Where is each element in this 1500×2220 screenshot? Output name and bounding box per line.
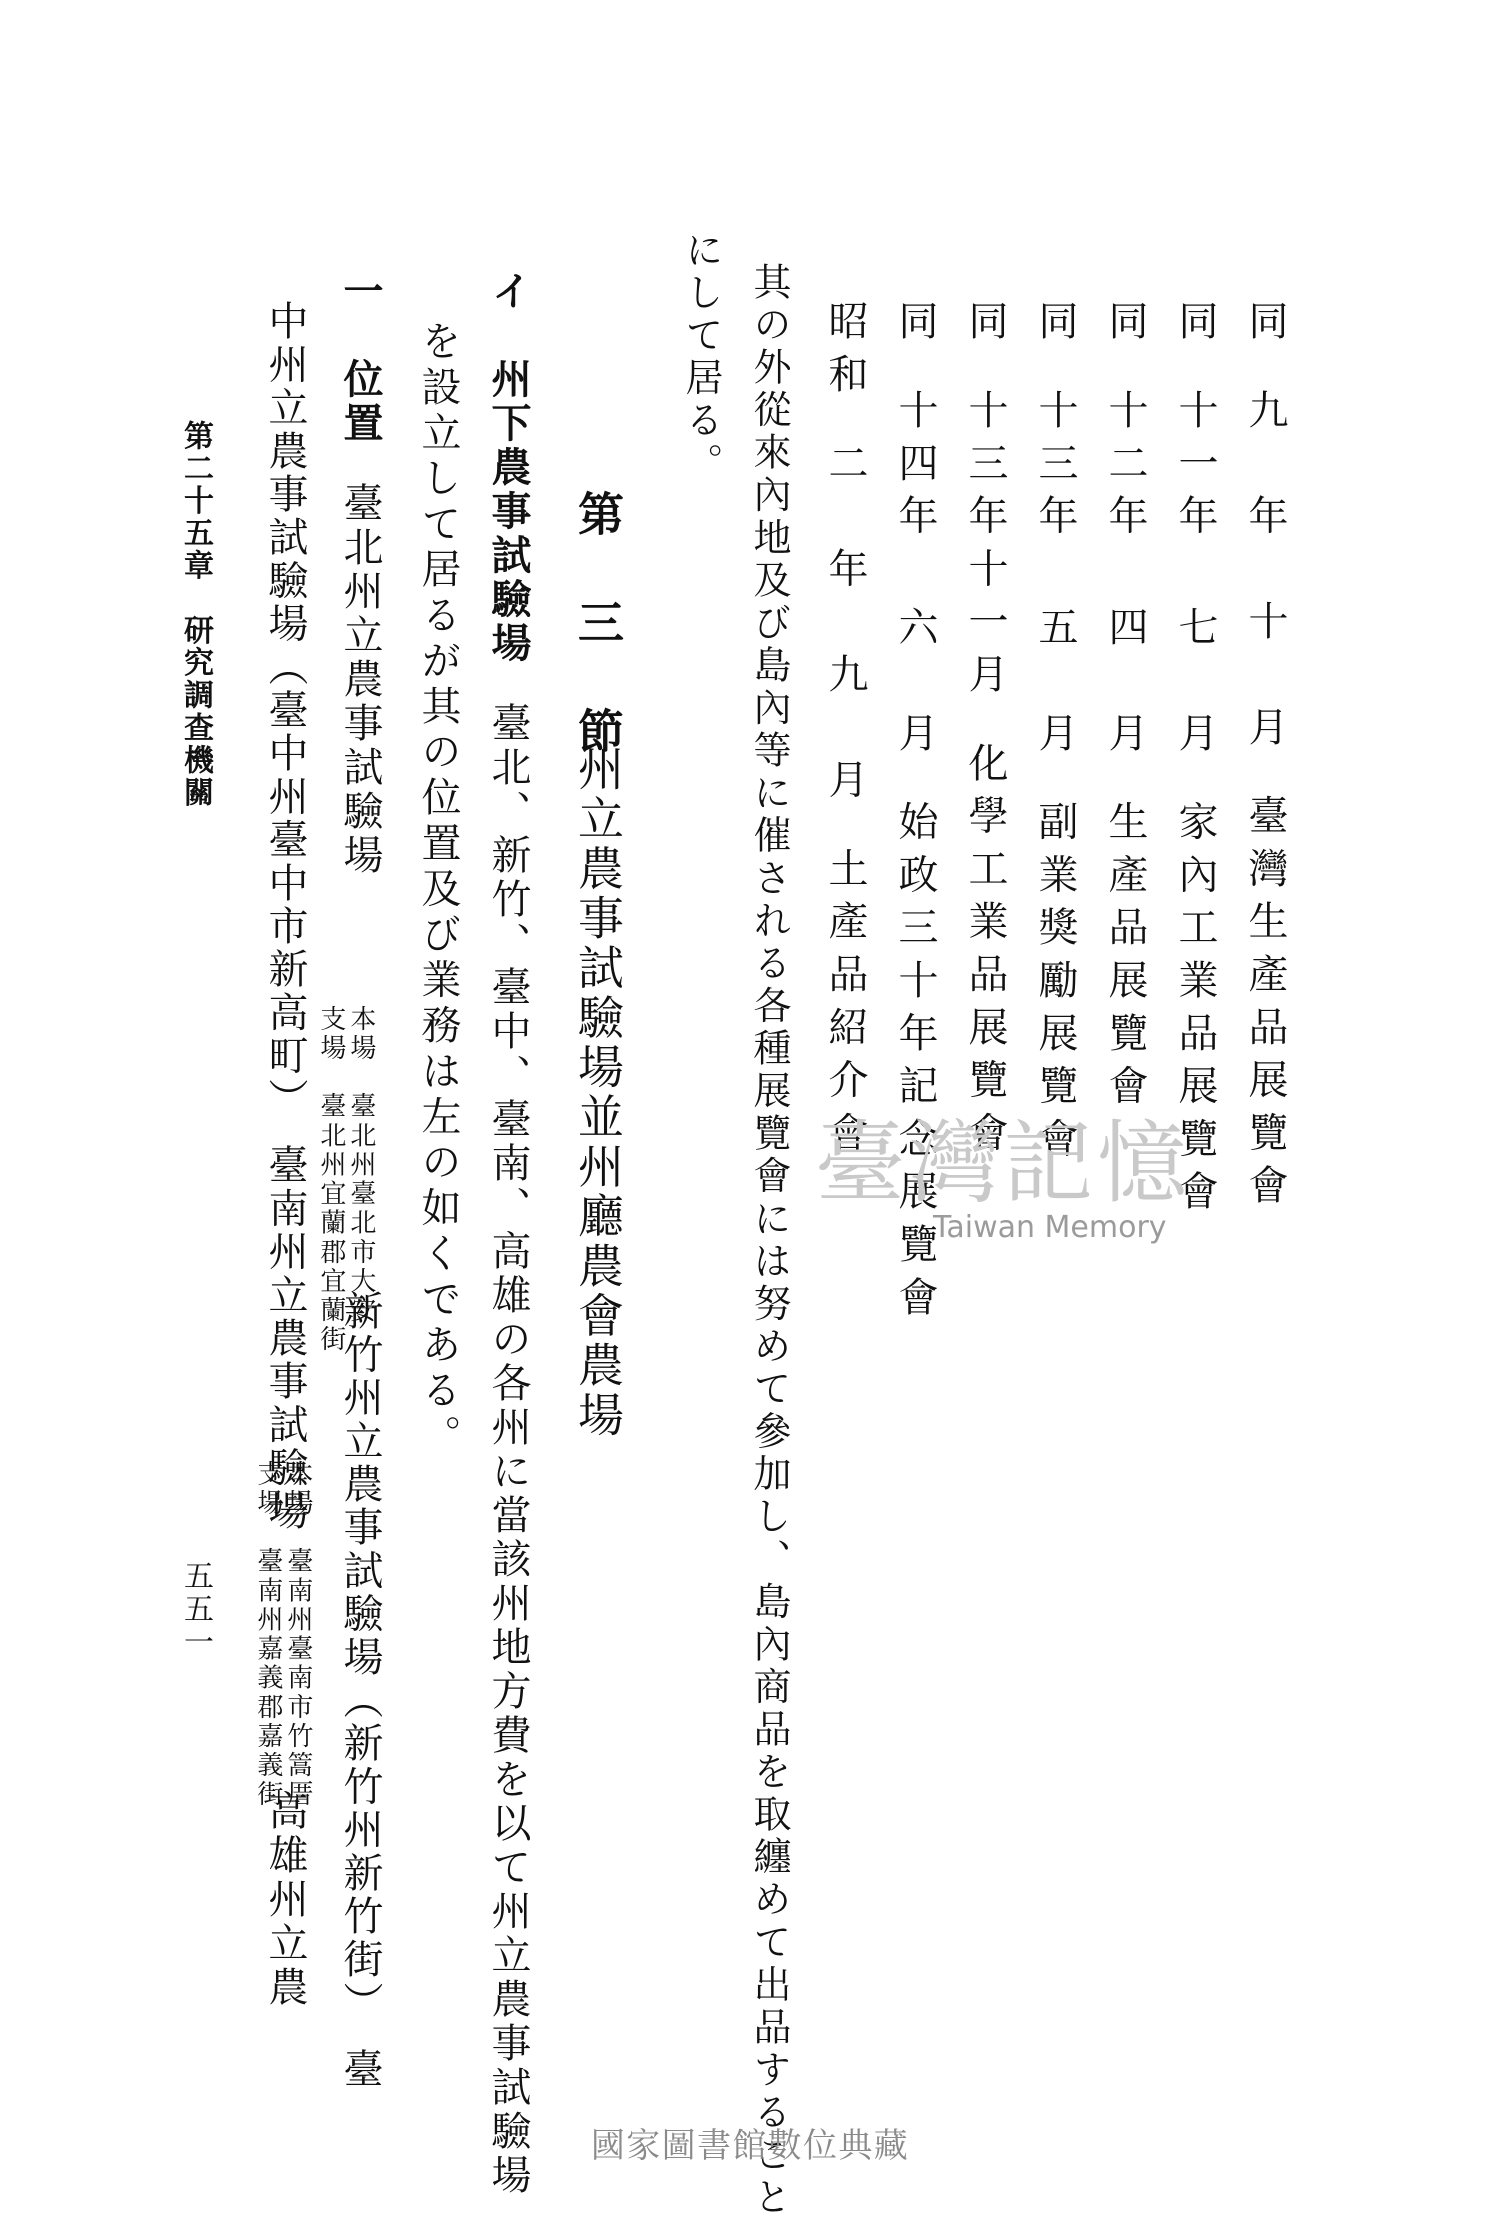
- era-label: 同: [892, 300, 938, 353]
- date: 十四年 六 月: [892, 388, 938, 765]
- page-number: 五五一: [178, 1560, 213, 1659]
- exhibit-row-2: [1172, 300, 1218, 1223]
- era-label: 同: [962, 300, 1008, 353]
- subsection-line-1: [485, 270, 532, 2198]
- subsection-line-2: を設立して居るが其の位置及び業務は左の如くである。: [415, 320, 461, 1460]
- note-tainan-honjo: 本場 臺南州臺南市竹篙厝: [282, 1460, 313, 1810]
- exhibit-name: 家內工業品展覽會: [1172, 800, 1218, 1223]
- date: 十一年 七 月: [1172, 388, 1218, 765]
- paragraph-line-2: にして居る。: [679, 230, 723, 486]
- taiwan-memory-watermark: [815, 1090, 1215, 1280]
- note-taipei-shijo: 支場 臺北州宜蘭郡宜蘭街: [315, 1005, 346, 1355]
- watermark-en: Taiwan Memory: [933, 1210, 1167, 1245]
- item-location-line-2: 中州立農事試驗場（臺中州臺中市新高町） 臺南州立農事試驗場: [262, 300, 308, 1533]
- date: 九 年 十 月: [1242, 388, 1288, 759]
- subsection-label: イ 州下農事試驗場: [485, 270, 532, 666]
- item-label: 一 位置: [337, 270, 384, 446]
- note-tainan-shijo: 支場 臺南州嘉義郡嘉義街: [252, 1460, 283, 1810]
- exhibit-row-7: [822, 300, 868, 1165]
- exhibit-row-4: [1032, 300, 1078, 1171]
- paragraph-line-1: 其の外從來內地及び島內等に催される各種展覽會には努めて參加し、島內商品を取纏めて出品すること: [747, 262, 791, 2220]
- exhibit-row-3: [1102, 300, 1148, 1118]
- exhibit-row-5: [962, 300, 1008, 1165]
- exhibit-name: 生產品展覽會: [1102, 800, 1148, 1118]
- subsection-text: 臺北、新竹、臺中、臺南、高雄の各州に當該州地方費を以て州立農事試驗場: [485, 702, 531, 2198]
- item-location-line: [337, 270, 384, 878]
- section-title: 州立農事試驗場並州廳農會農場: [571, 745, 625, 1441]
- era-label: 同: [1032, 300, 1078, 353]
- item-text-taipei: 臺北州立農事試驗場: [337, 482, 383, 878]
- era-label: 昭和: [822, 300, 868, 406]
- date: 十三年十一月: [962, 388, 1008, 706]
- library-stamp: 國家圖書館數位典藏: [590, 2126, 910, 2166]
- date: 十三年 五 月: [1032, 388, 1078, 765]
- section-number: 第 三 節: [571, 490, 625, 762]
- exhibit-name: 臺灣生產品展覽會: [1242, 794, 1288, 1217]
- era-label: 同: [1242, 300, 1288, 353]
- exhibit-row-1: [1242, 300, 1288, 1217]
- exhibit-name: 副業獎勵展覽會: [1032, 800, 1078, 1171]
- item-text-kaohsiung: 高雄州立農: [262, 1790, 308, 2010]
- date: 二 年 九 月: [822, 441, 868, 812]
- note-taipei-honjo: 本場 臺北州臺北市大安: [345, 1005, 376, 1326]
- item-text-hsinchu: 新竹州立農事試驗場（新竹州新竹街） 臺: [337, 1290, 383, 2091]
- era-label: 同: [1102, 300, 1148, 353]
- era-label: 同: [1172, 300, 1218, 353]
- exhibit-name: 始政三十年記念展覽會: [892, 800, 938, 1329]
- chapter-footer: 第二十五章 研究調查機關: [178, 420, 213, 809]
- watermark-cjk: 臺灣記憶: [815, 1111, 1191, 1216]
- exhibit-name: 土產品紹介會: [822, 847, 868, 1165]
- exhibit-name: 化學工業品展覽會: [962, 741, 1008, 1165]
- date: 十二年 四 月: [1102, 388, 1148, 765]
